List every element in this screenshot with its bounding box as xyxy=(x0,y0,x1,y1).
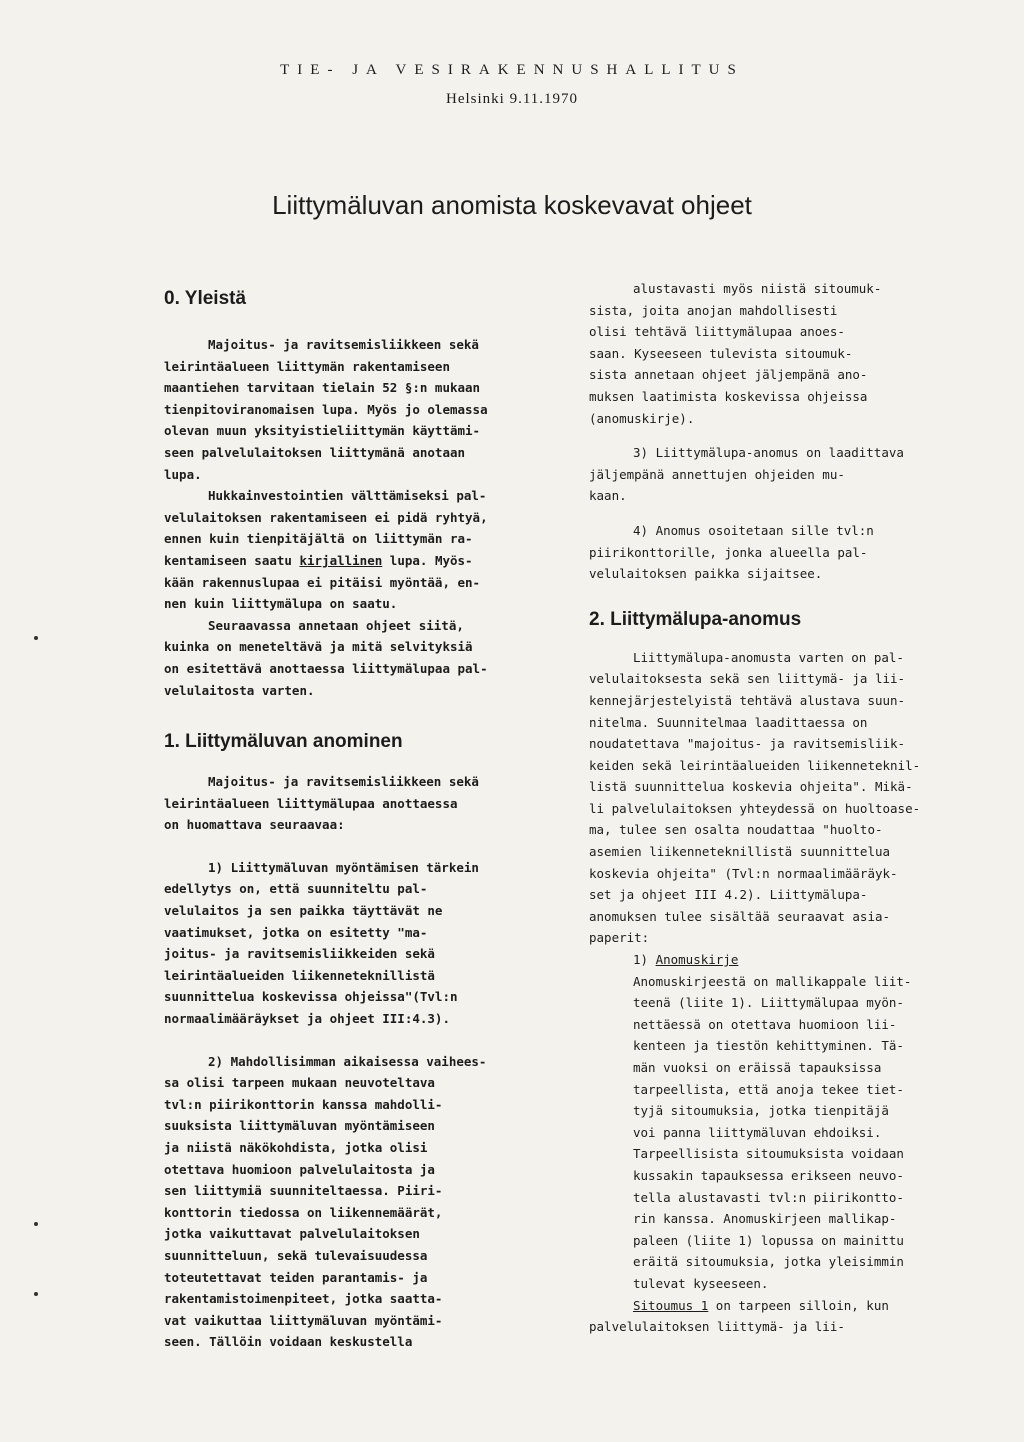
item-2-continuation: alustavasti myös niistä sitoumuk- sista, joita anojan mahdollisesti olisi tehtävä liittymälupaa anoes- saan. Kyseeseen tulevista sitoumuk- sista annetaan ohjeet jäljempänä ano- muksen laatimista koskevissa ohjeissa (anomuskirje). xyxy=(589,281,882,426)
section-1-item-3: 3) Liittymälupa-anomus on laadittava jäljempänä annettujen ohjeiden mu- kaan. xyxy=(589,445,904,504)
section-1-item-1: 1) Liittymäluvan myöntämisen tärkein edellytys on, että suunniteltu pal- velulaitos ja sen paikka täyttävät ne vaatimukset, jotka on esitetty "ma- joitus- ja ravitsemisliikkeiden sekä leirintäalueiden liikenneteknillistä suunnittelua koskevissa ohjeissa"(Tvl:n normaalimääräykset ja ohjeet III:4.3). xyxy=(164,859,479,1027)
section-1-item-4: 4) Anomus osoitetaan sille tvl:n piirikonttorille, jonka alueella pal- velulaitoksen paikka sijaitsee. xyxy=(589,522,874,582)
subsection-title-text: Anomuskirje xyxy=(655,952,739,968)
subsection-1-body: Anomuskirjeestä on mallikappale liit- teenä (liite 1). Liittymälupaa myön- nettäessä on otettava huomioon lii- kenteen ja tiestön kehittyminen. Tä- män vuoksi on eräissä tapauksissa tarpeellista, että anoja tekee tiet- tyjä sitoumuksia, jotka tienpitäjä voi panna liittymäluvan ehdoiksi. Tarpeellisista sitoumuksista voidaan kussakin tapauksessa erikseen neuvo- tella alustavasti tvl:n piirikontto- rin kanssa. Anomuskirjeen mallikap- paleen (liite 1) lopussa on mainittu eräitä sitoumuksia, jotka yleisimmin tulevat kyseeseen. xyxy=(633,973,912,1291)
section-0-paragraph-1: Majoitus- ja ravitsemisliikkeen sekä leirintäalueen liittymän rakentamiseen maantiehen tarvitaan tielain 52 §:n mukaan tienpitoviranomaisen lupa. Myös jo olemassa olevan muun yksityistieliittymän käyttämi- seen palvelulaitoksen liittymänä anotaan lupa. xyxy=(164,337,488,482)
section-0-paragraph-3: Seuraavassa annetaan ohjeet siitä, kuinka on meneteltävä ja mitä selvityksiä on esitettävä anottaessa liittymälupaa pal- velulaitosta varten. xyxy=(164,617,488,698)
subsection-1-title xyxy=(589,949,989,971)
subsection-number: 1) xyxy=(633,952,656,968)
paragraph-text: Hukkainvestointien välttämiseksi pal- velulaitoksen rakentamiseen ei pidä ryhtyä, ennen kuin tienpitäjältä on liittymän ra- kentamiseen saatu xyxy=(164,488,488,568)
section-2-paragraph-1: Liittymälupa-anomusta varten on pal- velulaitoksesta sekä sen liittymä- ja lii- kennejärjestelyistä tehtävä alustava suun- nitelma. Suunnitelmaa laadittaessa on noudatettava "majoitus- ja ravitsemisliik- keiden sekä leirintäalueiden liikenneteknil- listä suunnittelua koskevia ohjeita". Mikä- li palvelulaitoksen yhteydessä on huoltoase- ma, tulee sen osalta noudattaa "huolto- asemien liikenneteknillistä suunnittelua koskevia ohjeita" (Tvl:n normaalimääräyk- set ja ohjeet III 4.2). Liittymälupa- anomuksen tulee sisältää seuraavat asia- paperit: xyxy=(589,649,921,946)
section-2-heading: 2. Liittymälupa-anomus xyxy=(589,608,802,630)
underlined-word: kirjallinen xyxy=(299,552,383,568)
document-title: Liittymäluvan anomista koskevavat ohjeet xyxy=(272,190,752,220)
scan-speck xyxy=(34,1222,38,1226)
sitoumus-1-title: Sitoumus 1 xyxy=(633,1297,709,1313)
scan-speck xyxy=(34,636,38,640)
section-1-intro: Majoitus- ja ravitsemisliikkeen sekä leirintäalueen liittymälupaa anottaessa on huomattava seuraavaa: xyxy=(164,774,479,833)
section-0-paragraph-2 xyxy=(164,485,554,615)
section-1-item-2: 2) Mahdollisimman aikaisessa vaihees- sa olisi tarpeen mukaan neuvoteltava tvl:n piirikonttorin kanssa mahdolli- suuksista liittymäluvan myöntämiseen ja niistä näkökohdista, jotka olisi otettava huomioon palvelulaitosta ja sen liittymiä suunniteltaessa. Piiri- konttorin tiedossa on liikennemäärät, jotka vaikuttavat palvelulaitoksen suunnitteluun, sekä tulevaisuudessa toteutettavat teiden parantamis- ja rakentamistoimenpiteet, jotka saatta- vat vaikuttaa liittymäluvan myöntämi- seen. Tällöin voidaan keskustella xyxy=(164,1053,487,1350)
section-0-heading: 0. Yleistä xyxy=(164,288,247,309)
scan-speck xyxy=(34,1292,38,1296)
right-column xyxy=(589,278,989,1338)
left-column xyxy=(164,286,554,1353)
paragraph-text: on tarpeen silloin, kun palvelulaitoksen liittymä- ja lii- xyxy=(589,1297,889,1335)
paragraph-text: lupa. Myös- kään rakennuslupaa ei pitäisi myöntää, en- nen kuin liittymälupa on saatu. xyxy=(164,552,481,612)
section-1-heading: 1. Liittymäluvan anominen xyxy=(164,731,403,753)
sitoumus-1-paragraph xyxy=(589,1295,989,1338)
organization-name: TIE- JA VESIRAKENNUSHALLITUS xyxy=(280,62,744,78)
place-date: Helsinki 9.11.1970 xyxy=(445,91,579,107)
